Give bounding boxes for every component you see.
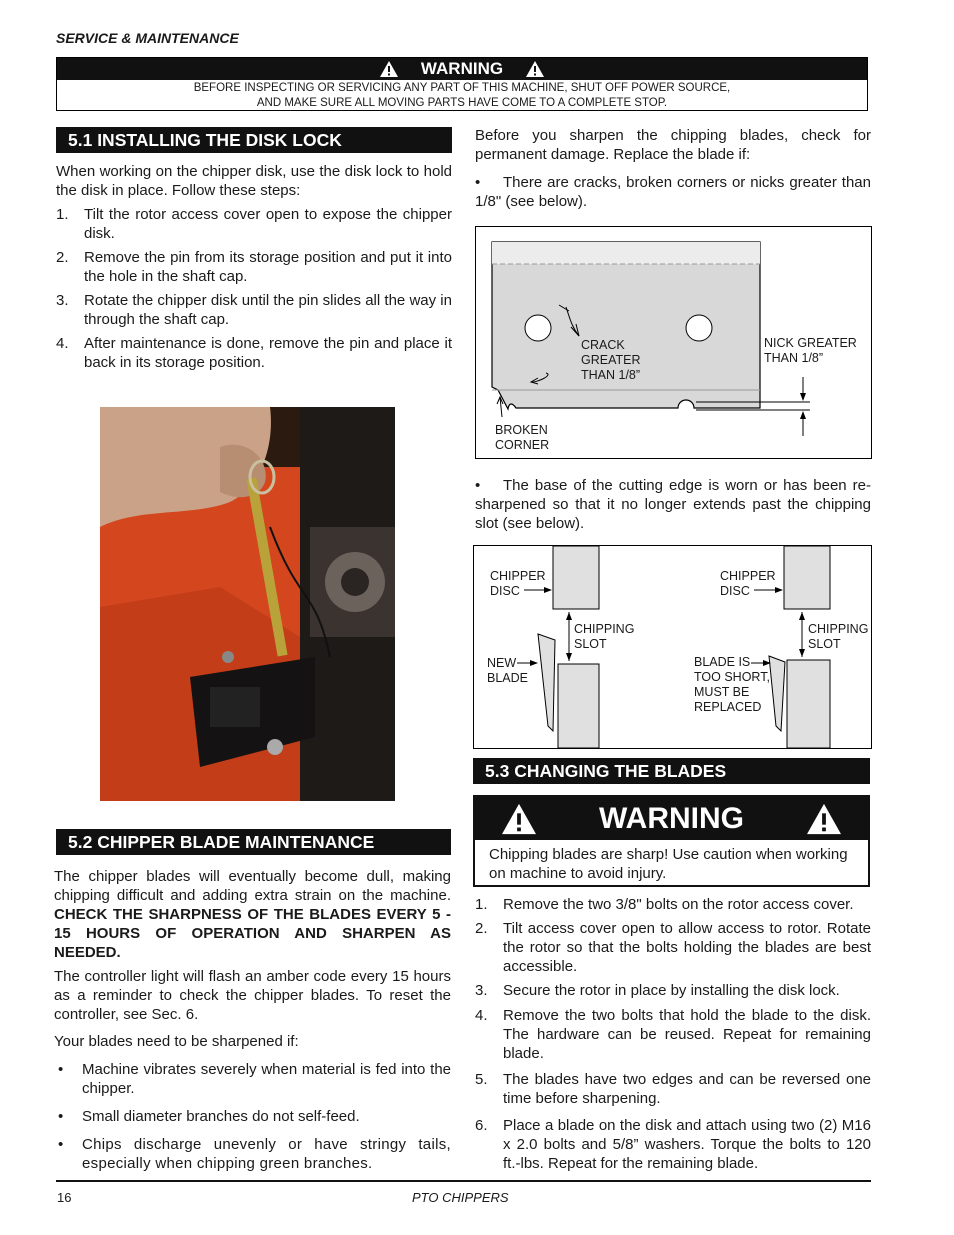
top-warning-bar: [57, 58, 867, 80]
right-chipping-slot-label: CHIPPING SLOT: [808, 622, 869, 651]
left-chipper-disc-label: CHIPPER DISC: [490, 569, 546, 598]
right-intro: Before you sharpen the chipping blades, check for permanent damage. Replace the blade if:: [475, 127, 871, 163]
s53-step: 1. Remove the two 3/8" bolts on the rotor access cover.: [475, 896, 854, 913]
nick-label: NICK GREATER THAN 1/8”: [764, 336, 857, 365]
chipping-slot-figure: [473, 545, 872, 749]
s52-paragraph-1: The chipper blades will eventually become dull, making chipping difficult and adding extra strain on the machine. CHECK THE SHARPNESS OF THE BLADES EVERY 5 - 15 HOURS OF OPERATION AND SHARPEN AS NEEDED.: [54, 868, 451, 961]
right-chipper-disc-label: CHIPPER DISC: [720, 569, 776, 598]
s53-step: 2. Tilt access cover open to allow access to rotor. Rotate the rotor so that the bolts holding the blades are best accessible.: [475, 920, 871, 975]
top-warning-box: [56, 57, 868, 111]
s53-step: 3. Secure the rotor in place by installing the disk lock.: [475, 982, 840, 999]
broken-corner-label: BROKEN CORNER: [495, 423, 550, 452]
blade-warning-box: [473, 795, 870, 887]
s51-step: 1. Tilt the rotor access cover open to expose the chipper disk.: [56, 206, 452, 242]
section-5-3-heading: 5.3 CHANGING THE BLADES: [473, 758, 870, 784]
s53-step: 5. The blades have two edges and can be reversed one time before sharpening.: [475, 1071, 871, 1107]
s51-intro: When working on the chipper disk, use the disk lock to hold the disk in place. Follow these steps:: [56, 163, 452, 199]
footer-rule: [56, 1180, 871, 1182]
s52-bullet: • Small diameter branches do not self-feed.: [58, 1108, 360, 1125]
page-number: 16: [57, 1190, 72, 1205]
page-header: SERVICE & MAINTENANCE: [56, 30, 239, 46]
warning-triangle-icon: [804, 802, 844, 836]
s53-step: 6. Place a blade on the disk and attach using two (2) M16 x 2.0 bolts and 5/8” washers. Torque the bolts to 120 ft.-lbs. Repeat for the remaining blade.: [475, 1117, 871, 1172]
blade-warning-title: WARNING: [599, 801, 744, 835]
s53-step: 4. Remove the two bolts that hold the blade to the disk. The hardware can be reused. Repeat for remaining blade.: [475, 1007, 871, 1062]
section-5-1-heading: 5.1 INSTALLING THE DISK LOCK: [56, 127, 452, 153]
warning-triangle-icon: [525, 60, 545, 78]
warning-triangle-icon: [499, 802, 539, 836]
s51-step: 4. After maintenance is done, remove the pin and place it back in its storage position.: [56, 335, 452, 371]
new-blade-label: NEW BLADE: [487, 656, 528, 685]
right-bullet: • The base of the cutting edge is worn or has been re-sharpened so that it no longer extends past the chipping slot (see below).: [475, 477, 871, 532]
s52-paragraph-3: Your blades need to be sharpened if:: [54, 1033, 299, 1050]
section-5-2-heading: 5.2 CHIPPER BLADE MAINTENANCE: [56, 829, 451, 855]
s52-bullet: • Machine vibrates severely when material is fed into the chipper.: [58, 1061, 451, 1097]
warning-triangle-icon: [379, 60, 399, 78]
blade-damage-figure: [475, 226, 872, 459]
s51-step: 2. Remove the pin from its storage position and put it into the hole in the shaft cap.: [56, 249, 452, 285]
footer-title: PTO CHIPPERS: [412, 1190, 509, 1205]
blade-too-short-label: BLADE IS TOO SHORT, MUST BE REPLACED: [694, 655, 770, 714]
crack-label: CRACK GREATER THAN 1/8”: [581, 338, 641, 382]
blade-warning-bar: [475, 797, 868, 840]
blade-warning-text: Chipping blades are sharp! Use caution when working on machine to avoid injury.: [489, 846, 848, 882]
top-warning-text: BEFORE INSPECTING OR SERVICING ANY PART OF THIS MACHINE, SHUT OFF POWER SOURCE, AND MAKE SURE ALL MOVING PARTS HAVE COME TO A COMPLETE STOP.: [193, 82, 731, 109]
s52-paragraph-2: The controller light will flash an amber code every 15 hours as a reminder to check the chipper blades. To reset the controller, see Sec. 6.: [54, 968, 451, 1023]
s52-bullet: • Chips discharge unevenly or have stringy tails, especially when chipping green branches.: [58, 1136, 451, 1172]
left-chipping-slot-label: CHIPPING SLOT: [574, 622, 635, 651]
s51-step: 3. Rotate the chipper disk until the pin slides all the way in through the shaft cap.: [56, 292, 452, 328]
right-bullet: • There are cracks, broken corners or nicks greater than 1/8" (see below).: [475, 174, 871, 210]
disk-lock-photo: [100, 407, 395, 801]
top-warning-title: WARNING: [420, 59, 504, 78]
